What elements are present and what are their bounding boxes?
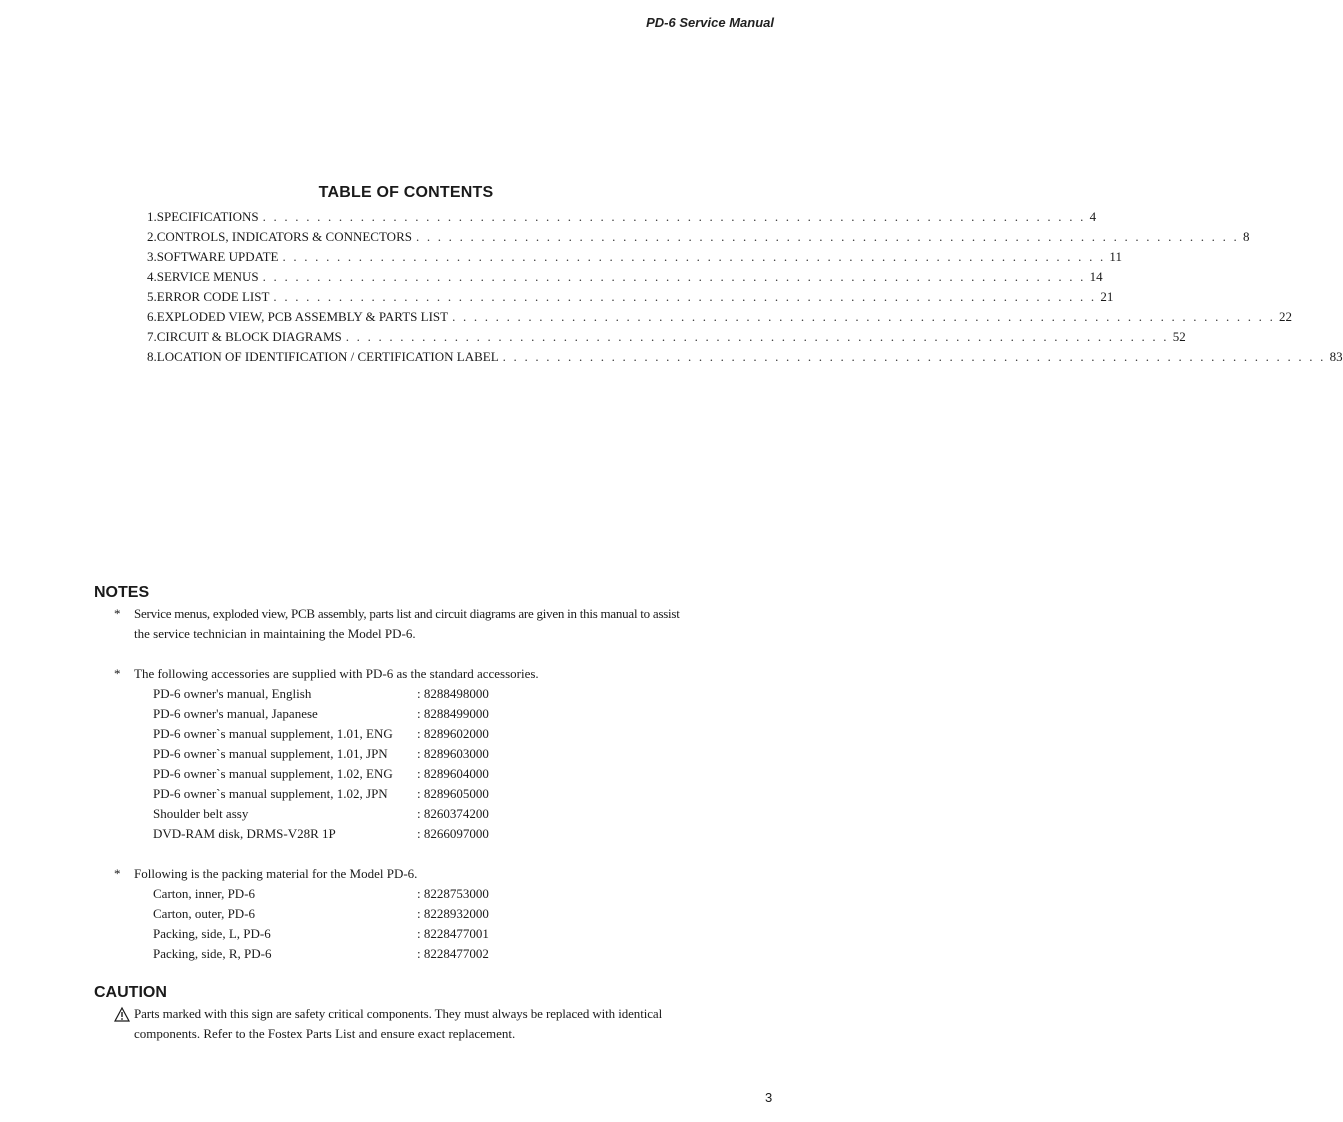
toc-leader-dots: . . . . . . . . . . . . . . . . . . . . . . . . . . . . . . . . . . . . . . . . . . . . . . . . . . . . . . . . . . . . . . . . . . . . . . . . . . . . xyxy=(502,349,1326,364)
item-part-number: : 8228477002 xyxy=(417,946,489,961)
caution-note xyxy=(114,1004,724,1044)
item-name: PD-6 owner's manual, Japanese xyxy=(153,706,318,721)
toc-entry xyxy=(147,329,1186,349)
list-item xyxy=(153,944,724,964)
caution-line: Parts marked with this sign are safety critical components. They must always be replaced with identical xyxy=(134,1006,663,1021)
toc-entry-page: 4 xyxy=(1089,209,1097,224)
toc-entry-label: ERROR CODE LIST xyxy=(156,289,270,304)
list-item xyxy=(153,724,724,744)
toc-leader-dots: . . . . . . . . . . . . . . . . . . . . . . . . . . . . . . . . . . . . . . . . . . . . . . . . . . . . . . . . . . . . . . . . . . . . . . . . . . . . xyxy=(262,209,1086,224)
document-header: PD-6 Service Manual xyxy=(646,15,774,30)
caution-heading: CAUTION xyxy=(94,984,167,1001)
toc-leader-dots: . . . . . . . . . . . . . . . . . . . . . . . . . . . . . . . . . . . . . . . . . . . . . . . . . . . . . . . . . . . . . . . . . . . . . . . . . . . . xyxy=(415,229,1239,244)
toc-leader-dots: . . . . . . . . . . . . . . . . . . . . . . . . . . . . . . . . . . . . . . . . . . . . . . . . . . . . . . . . . . . . . . . . . . . . . . . . . . . . xyxy=(282,249,1106,264)
note-accessories xyxy=(114,664,724,844)
note-bullet: * xyxy=(114,606,121,621)
toc-entry-label: SERVICE MENUS xyxy=(156,269,259,284)
item-part-number: : 8289602000 xyxy=(417,726,489,741)
toc-entry-label: SOFTWARE UPDATE xyxy=(156,249,279,264)
toc-entry-number: 8. xyxy=(147,349,157,364)
toc-entry-page: 22 xyxy=(1279,309,1293,324)
toc-entry-number: 6. xyxy=(147,309,157,324)
item-part-number: : 8288498000 xyxy=(417,686,489,701)
toc-leader-dots: . . . . . . . . . . . . . . . . . . . . . . . . . . . . . . . . . . . . . . . . . . . . . . . . . . . . . . . . . . . . . . . . . . . . . . . . . . . . xyxy=(262,269,1086,284)
item-part-number: : 8289605000 xyxy=(417,786,489,801)
item-part-number: : 8260374200 xyxy=(417,806,489,821)
note-line: Service menus, exploded view, PCB assembly, parts list and circuit diagrams are given in this manual to assist xyxy=(134,606,680,621)
toc-entry xyxy=(147,309,1293,329)
page-number: 3 xyxy=(765,1090,773,1105)
toc-entry-label: SPECIFICATIONS xyxy=(156,209,259,224)
toc-leader-dots: . . . . . . . . . . . . . . . . . . . . . . . . . . . . . . . . . . . . . . . . . . . . . . . . . . . . . . . . . . . . . . . . . . . . . . . . . . . . xyxy=(452,309,1276,324)
caution-line: components. Refer to the Fostex Parts List and ensure exact replacement. xyxy=(134,1026,516,1041)
note-bullet: * xyxy=(114,666,121,681)
item-name: DVD-RAM disk, DRMS-V28R 1P xyxy=(153,826,336,841)
item-name: PD-6 owner`s manual supplement, 1.02, JPN xyxy=(153,786,388,801)
toc-entry-number: 7. xyxy=(147,329,157,344)
list-item xyxy=(153,884,724,904)
list-item xyxy=(153,784,724,804)
note-bullet: * xyxy=(114,866,121,881)
toc-leader-dots: . . . . . . . . . . . . . . . . . . . . . . . . . . . . . . . . . . . . . . . . . . . . . . . . . . . . . . . . . . . . . . . . . . . . . . . . . . . . xyxy=(273,289,1097,304)
toc-entry-label: CONTROLS, INDICATORS & CONNECTORS xyxy=(156,229,412,244)
list-item xyxy=(153,824,724,844)
list-item xyxy=(153,704,724,724)
toc-entry xyxy=(147,249,1122,269)
toc-entry xyxy=(147,229,1250,249)
toc-entry-number: 3. xyxy=(147,249,157,264)
item-name: Carton, inner, PD-6 xyxy=(153,886,256,901)
item-name: Packing, side, R, PD-6 xyxy=(153,946,272,961)
item-name: PD-6 owner`s manual supplement, 1.01, JPN xyxy=(153,746,388,761)
toc-entry xyxy=(147,349,1343,369)
table-of-contents xyxy=(147,209,1343,369)
toc-entry-number: 1. xyxy=(147,209,157,224)
item-name: PD-6 owner`s manual supplement, 1.02, ENG xyxy=(153,766,393,781)
toc-entry-label: EXPLODED VIEW, PCB ASSEMBLY & PARTS LIST xyxy=(156,309,449,324)
note-line: Following is the packing material for the Model PD-6. xyxy=(134,866,418,881)
toc-title: TABLE OF CONTENTS xyxy=(318,184,494,201)
note-line: the service technician in maintaining the Model PD-6. xyxy=(134,626,416,641)
list-item xyxy=(153,804,724,824)
accessories-list xyxy=(153,684,724,844)
toc-entry-page: 83 xyxy=(1329,349,1343,364)
item-part-number: : 8228753000 xyxy=(417,886,489,901)
toc-entry-number: 2. xyxy=(147,229,157,244)
warning-triangle-icon xyxy=(114,1007,130,1022)
toc-entry-number: 4. xyxy=(147,269,157,284)
item-name: PD-6 owner's manual, English xyxy=(153,686,312,701)
note-service-info xyxy=(114,604,724,644)
notes-heading: NOTES xyxy=(94,584,150,601)
toc-entry-page: 8 xyxy=(1242,229,1250,244)
toc-entry xyxy=(147,289,1114,309)
toc-entry xyxy=(147,269,1103,289)
list-item xyxy=(153,684,724,704)
toc-entry xyxy=(147,209,1097,229)
packing-list xyxy=(153,884,724,964)
toc-leader-dots: . . . . . . . . . . . . . . . . . . . . . . . . . . . . . . . . . . . . . . . . . . . . . . . . . . . . . . . . . . . . . . . . . . . . . . . . . . . . xyxy=(345,329,1169,344)
list-item xyxy=(153,764,724,784)
list-item xyxy=(153,924,724,944)
item-name: Shoulder belt assy xyxy=(153,806,249,821)
item-part-number: : 8228932000 xyxy=(417,906,489,921)
toc-entry-number: 5. xyxy=(147,289,157,304)
toc-entry-label: CIRCUIT & BLOCK DIAGRAMS xyxy=(156,329,342,344)
item-part-number: : 8266097000 xyxy=(417,826,489,841)
toc-entry-page: 21 xyxy=(1100,289,1114,304)
item-name: Carton, outer, PD-6 xyxy=(153,906,256,921)
item-part-number: : 8289603000 xyxy=(417,746,489,761)
note-line: The following accessories are supplied with PD-6 as the standard accessories. xyxy=(134,666,539,681)
note-packing xyxy=(114,864,724,964)
list-item xyxy=(153,744,724,764)
list-item xyxy=(153,904,724,924)
toc-entry-page: 14 xyxy=(1089,269,1103,284)
toc-entry-page: 11 xyxy=(1109,249,1122,264)
item-part-number: : 8289604000 xyxy=(417,766,489,781)
item-name: PD-6 owner`s manual supplement, 1.01, ENG xyxy=(153,726,393,741)
item-part-number: : 8228477001 xyxy=(417,926,489,941)
toc-entry-label: LOCATION OF IDENTIFICATION / CERTIFICATION LABEL xyxy=(156,349,499,364)
item-part-number: : 8288499000 xyxy=(417,706,489,721)
toc-entry-page: 52 xyxy=(1172,329,1186,344)
item-name: Packing, side, L, PD-6 xyxy=(153,926,271,941)
